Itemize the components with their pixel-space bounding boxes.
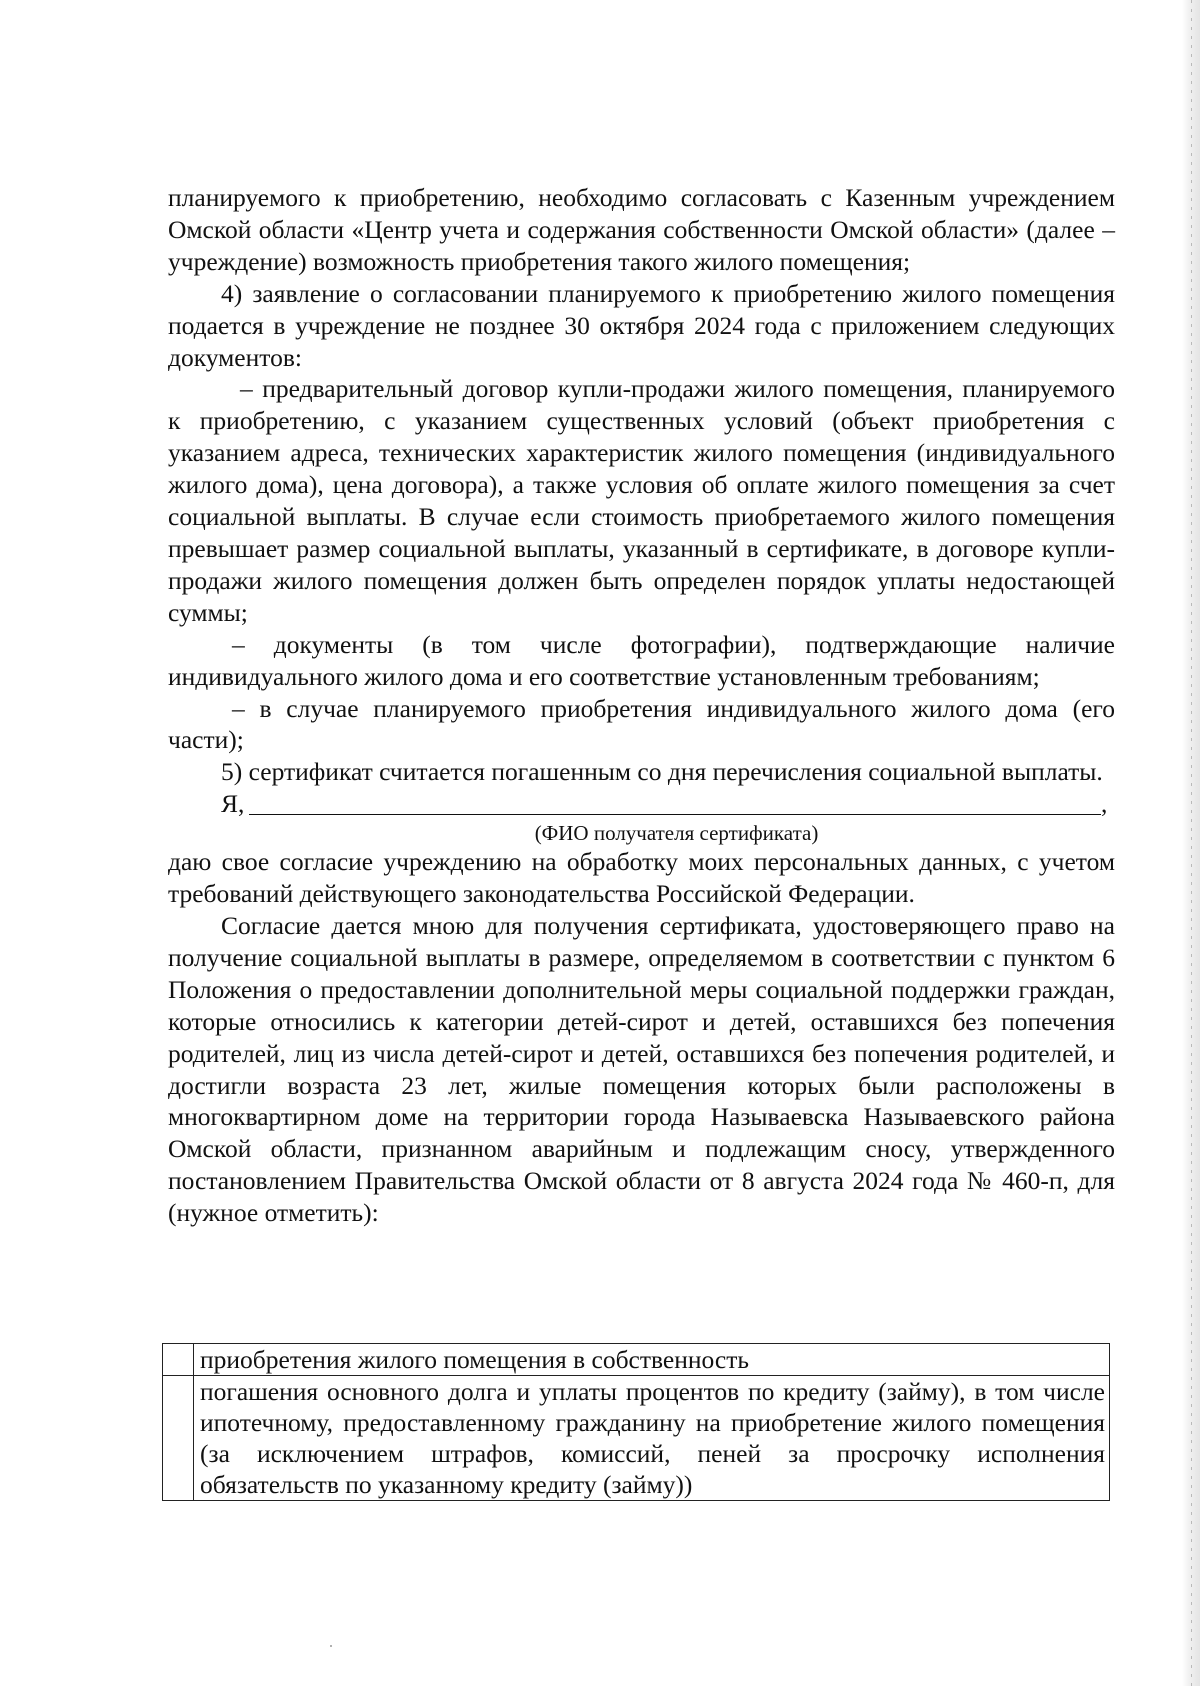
paragraph-house-case: – в случае планируемого приобретения индивидуального жилого дома (его части); [168, 693, 1115, 755]
scan-speck [330, 1645, 332, 1647]
paragraph-preliminary-contract: – предварительный договор купли-продажи жилого помещения, планируемого к приобретению, с указанием существенных условий (объект приобретения с указанием адреса, технических характеристик жилого помещения (индивидуального жилого дома), цена договора), а также условия об оплате жилого помещения за счет социальной выплаты. В случае если стоимость приобретаемого жилого помещения превышает размер социальной выплаты, указанный в сертификате, в договоре купли-продажи жилого помещения должен быть определен порядок уплаты недостающей суммы; [168, 374, 1115, 627]
option-label-purchase: приобретения жилого помещения в собственность [194, 1344, 1110, 1376]
option-row [163, 1376, 1110, 1501]
fio-caption: (ФИО получателя сертификата) [534, 821, 819, 846]
option-checkbox-loan[interactable] [163, 1376, 194, 1501]
page-edge [1182, 0, 1200, 1686]
fio-lead: Я, [221, 789, 245, 819]
option-checkbox-purchase[interactable] [163, 1344, 194, 1376]
fio-line-row [221, 788, 1115, 820]
document-body [168, 182, 1115, 1229]
paragraph-item-4: 4) заявление о согласовании планируемого к приобретению жилого помещения подается в учреждение не позднее 30 октября 2024 года с приложением следующих документов: [168, 278, 1115, 372]
option-row [163, 1344, 1110, 1376]
fio-comma: , [1101, 789, 1108, 819]
paragraph-documents: – документы (в том числе фотографии), подтверждающие наличие индивидуального жилого дома и его соответствие установленным требованиям; [168, 629, 1115, 691]
paragraph-consent: даю свое согласие учреждению на обработку моих персональных данных, с учетом требований действующего законодательства Российской Федерации. [168, 847, 1115, 909]
paragraph-item-5: 5) сертификат считается погашенным со дня перечисления социальной выплаты. [221, 757, 1103, 787]
paragraph-1: планируемого к приобретению, необходимо согласовать с Казенным учреждением Омской области «Центр учета и содержания собственности Омской области» (далее – учреждение) возможность приобретения такого жилого помещения; [168, 183, 1115, 276]
option-label-loan: погашения основного долга и уплаты процентов по кредиту (займу), в том числе ипотечному, предоставленному гражданину на приобретение жилого помещения (за исключением штрафов, комиссий, пеней за просрочку исполнения обязательств по указанному кредиту (займу)) [194, 1376, 1110, 1501]
paragraph-consent-purpose: Согласие дается мною для получения сертификата, удостоверяющего право на получение социальной выплаты в размере, определяемом в соответствии с пунктом 6 Положения о предоставлении дополнительной меры социальной поддержки граждан, которые относились к категории детей-сирот и детей, оставшихся без попечения родителей, лиц из числа детей-сирот и детей, оставшихся без попечения родителей, и достигли возраста 23 лет, жилые помещения которых были расположены в многоквартирном доме на территории города Называевска Называевского района Омской области, признанном аварийным и подлежащим сносу, утвержденного постановлением Правительства Омской области от 8 августа 2024 года № 460-п, для (нужное отметить): [168, 911, 1115, 1228]
options-table [162, 1343, 1110, 1501]
fio-input-line[interactable] [249, 790, 1101, 815]
